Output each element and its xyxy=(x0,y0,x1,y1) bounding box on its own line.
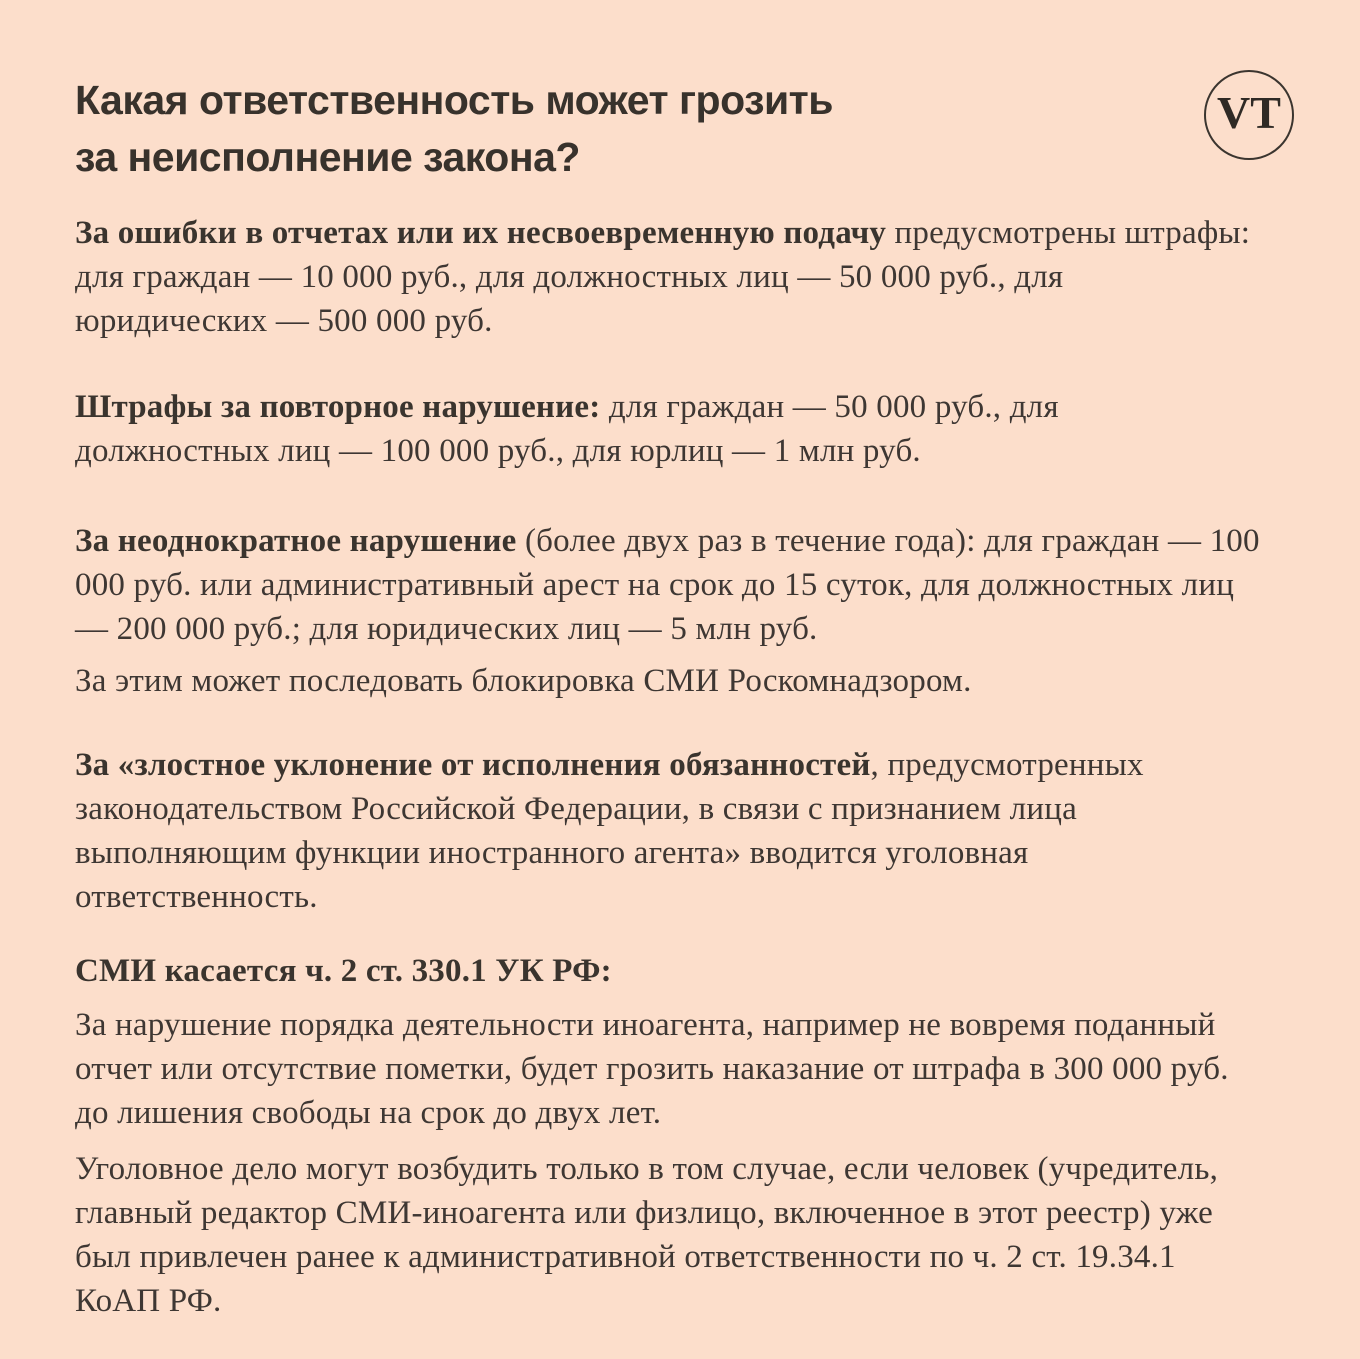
paragraph-repeat-violation-text: для граждан — 50 000 руб., для должностных лиц — 100 000 руб., для юрлиц — 1 млн руб. xyxy=(75,389,1059,470)
paragraph-multiple-violation-text: (более двух раз в течение года): для граждан — 100 000 руб. или административный арест на срок до 15 суток, для должностных лиц — 200 000 руб.; для юридических лиц — 5 млн руб. xyxy=(75,523,1260,648)
paragraph-repeat-violation-lead: Штрафы за повторное нарушение: xyxy=(75,389,601,426)
paragraph-multiple-violation xyxy=(75,519,1260,651)
paragraph-report-errors-text: предусмотрены штрафы: для граждан — 10 000 руб., для должностных лиц — 50 000 руб., для юридических — 500 000 руб. xyxy=(75,215,1251,340)
vt-logo xyxy=(1204,70,1294,160)
paragraph-criminal-penalty: За нарушение порядка деятельности иноагента, например не вовремя поданный отчет или отсутствие пометки, будет грозить наказание от штрафа в 300 000 руб. до лишения свободы на срок до двух лет. xyxy=(75,1007,1229,1132)
paragraph-repeat-violation xyxy=(75,385,1260,473)
paragraph-report-errors-lead: За ошибки в отчетах или их несвоевременную подачу xyxy=(75,215,887,252)
page-title-line-1: Какая ответственность может грозить xyxy=(75,77,833,123)
paragraph-report-errors xyxy=(75,211,1260,343)
page-title-line-2: за неисполнение закона? xyxy=(75,133,580,180)
paragraph-malicious-evasion-lead: За «злостное уклонение от исполнения обязанностей xyxy=(75,747,871,784)
paragraph-multiple-violation-lead: За неоднократное нарушение xyxy=(75,523,517,560)
vt-logo-text: VT xyxy=(1217,87,1281,138)
paragraph-criminal-case-condition: Уголовное дело могут возбудить только в том случае, если человек (учредитель, главный редактор СМИ-иноагента или физлицо, включенное в этот реестр) уже был привлечен ранее к административной ответственности по ч. 2 ст. 19.34.1 КоАП РФ. xyxy=(75,1151,1219,1320)
paragraph-malicious-evasion xyxy=(75,743,1260,919)
paragraph-blocking-note: За этим может последовать блокировка СМИ Роскомнадзором. xyxy=(75,663,972,700)
criminal-code-heading: СМИ касается ч. 2 ст. 330.1 УК РФ: xyxy=(75,953,612,990)
paragraph-malicious-evasion-text: , предусмотренных законодательством Российской Федерации, в связи с признанием лица выполняющим функции иностранного агента» вводится уголовная ответственность. xyxy=(75,747,1144,916)
page-title xyxy=(75,72,1175,185)
